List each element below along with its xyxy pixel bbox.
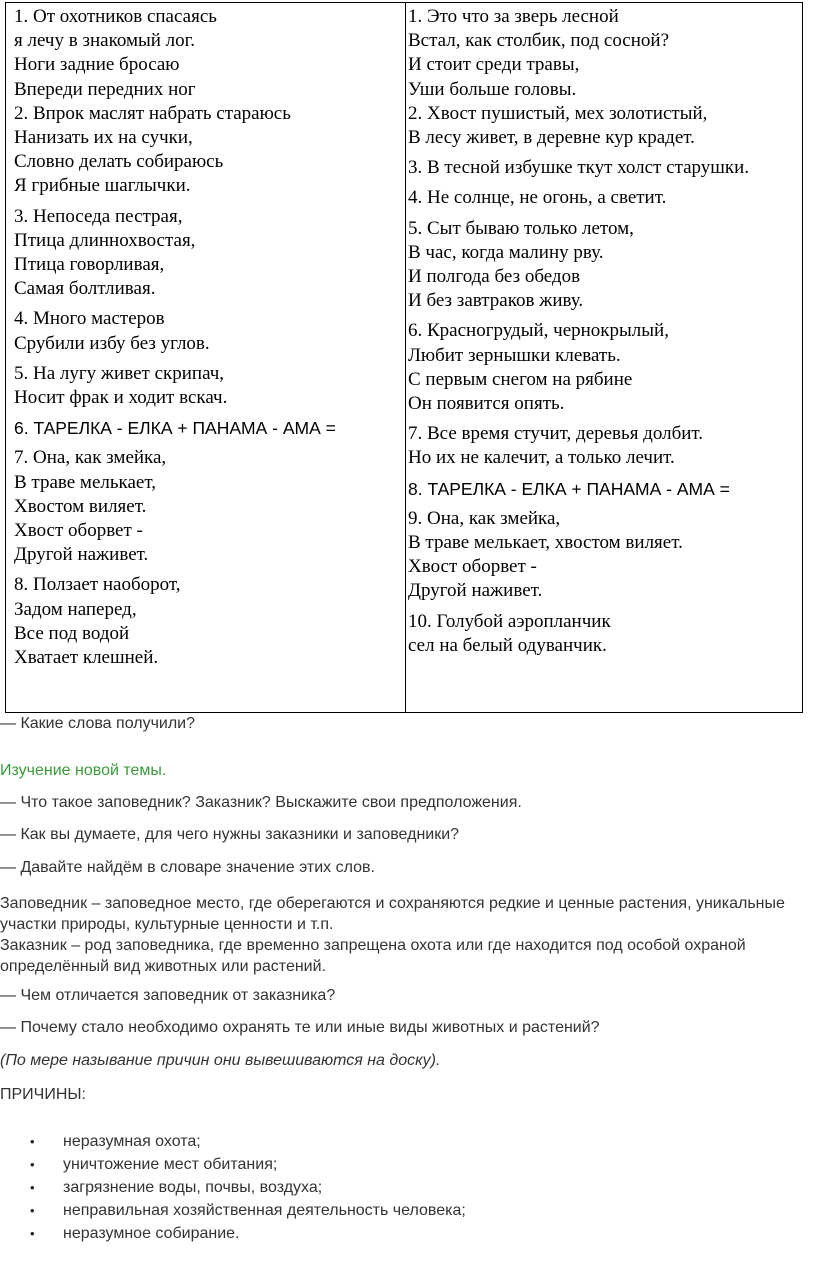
riddle-right-3: 3. В тесной избушке ткут холст старушки. (408, 157, 750, 179)
question-words: — Какие слова получили? (0, 715, 196, 732)
bullet-icon: • (30, 1157, 35, 1172)
question-dictionary: — Давайте найдём в словаре значение этих слов. (0, 859, 375, 876)
reason-text: неразумная охота; (63, 1133, 201, 1150)
section-heading-new-topic: Изучение новой темы. (0, 762, 167, 779)
riddles-right-column (406, 3, 802, 712)
list-item (30, 1130, 466, 1153)
note-reasons-posted: (По мере называние причин они вывешиваются на доску). (0, 1052, 441, 1069)
list-item (30, 1222, 466, 1245)
riddle-right-8-equation: 8. ТАРЕЛКА - ЕЛКА + ПАНАМА - АМА = (408, 478, 730, 499)
question-difference: — Чем отличается заповедник от заказника? (0, 987, 336, 1004)
list-item (30, 1176, 466, 1199)
riddle-left-7: 7. Она, как змейка, В траве мелькает, Хвостом виляет. Хвост оборвет - Другой наживет. (14, 447, 167, 566)
riddle-right-1-2: 1. Это что за зверь лесной Встал, как столбик, под сосной? И стоит среди травы, Уши больше головы. 2. Хвост пушистый, мех золотистый, В лесу живет, в деревне кур крадет. (408, 6, 708, 149)
riddle-left-5: 5. На лугу живет скрипач, Носит фрак и ходит вскач. (14, 362, 228, 409)
reasons-list (30, 1130, 466, 1245)
riddle-right-10: 10. Голубой аэропланчик сел на белый одуванчик. (408, 610, 611, 656)
definition-sanctuary: Заказник – род заповедника, где временно запрещена охота или где находится под особой охраной определённый вид животных или растений. (0, 937, 746, 975)
riddles-left-column (6, 3, 406, 712)
riddle-left-3: 3. Непоседа пестрая, Птица длиннохвостая, Птица говорливая, Самая болтливая. (14, 205, 196, 300)
question-why-need: — Как вы думаете, для чего нужны заказники и заповедники? (0, 826, 460, 843)
reason-text: загрязнение воды, почвы, воздуха; (63, 1179, 323, 1196)
bullet-icon: • (30, 1203, 35, 1218)
riddle-left-8: 8. Ползает наоборот, Задом наперед, Все под водой Хватает клешней. (14, 574, 181, 669)
riddle-left-1-2: 1. От охотников спасаясь я лечу в знакомый лог. Ноги задние бросаю Впереди передних ног 2. Впрок маслят набрать стараюсь Нанизать их на сучки, Словно делать собираюсь Я грибные шаглычки. (14, 6, 291, 197)
reason-text: неразумное собирание. (63, 1225, 240, 1242)
riddle-left-4: 4. Много мастеров Срубили избу без углов. (14, 308, 210, 354)
question-what-is-reserve: — Что такое заповедник? Заказник? Выскажите свои предположения. (0, 794, 522, 811)
list-item (30, 1153, 466, 1176)
list-item (30, 1199, 466, 1222)
riddle-right-5: 5. Сыт бываю только летом, В час, когда малину рву. И полгода без обедов И без завтраков живу. (408, 217, 634, 312)
riddle-right-6: 6. Красногрудый, чернокрылый, Любит зернышки клевать. С первым снегом на рябине Он появится опять. (408, 320, 669, 415)
riddle-left-6-equation: 6. ТАРЕЛКА - ЕЛКА + ПАНАМА - АМА = (14, 418, 336, 439)
bullet-icon: • (30, 1180, 35, 1195)
riddles-table (5, 2, 803, 713)
bullet-icon: • (30, 1134, 35, 1149)
riddle-right-7: 7. Все время стучит, деревья долбит. Но их не калечит, а только лечит. (408, 423, 704, 469)
reason-text: уничтожение мест обитания; (63, 1156, 278, 1173)
reasons-heading: ПРИЧИНЫ: (0, 1086, 86, 1103)
reason-text: неправильная хозяйственная деятельность человека; (63, 1202, 466, 1219)
definition-reserve: Заповедник – заповедное место, где оберегаются и сохраняются редкие и ценные растения, уникальные участки природы, культурные ценности и т.п. (0, 895, 785, 933)
riddle-right-4: 4. Не солнце, не огонь, а светит. (408, 187, 667, 209)
bullet-icon: • (30, 1226, 35, 1241)
riddle-right-9: 9. Она, как змейка, В траве мелькает, хвостом виляет. Хвост оборвет - Другой наживет. (408, 507, 683, 602)
question-why-protect: — Почему стало необходимо охранять те или иные виды животных и растений? (0, 1019, 600, 1036)
